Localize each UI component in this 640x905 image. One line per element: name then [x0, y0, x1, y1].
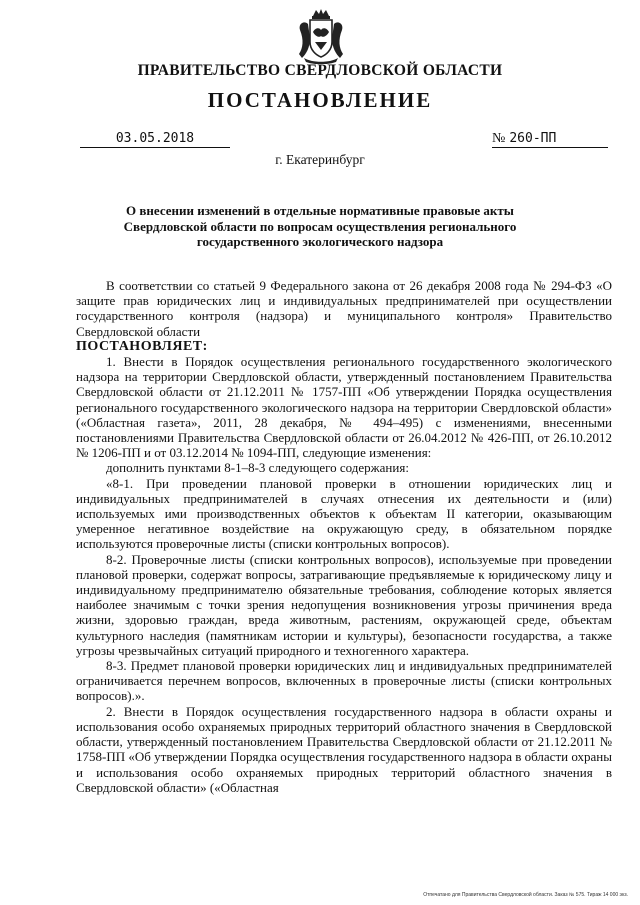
document-number	[492, 131, 608, 148]
number-value: 260-ПП	[509, 131, 557, 146]
paragraph-8-1: «8-1. При проведении плановой проверки в отношении юридических лиц и индивидуальных предпринимателей в случаях отнесения их деятельности и (или) используемых ими производственных объектов к объектам II категории, оказывающим умеренное негативное воздействие на окружающую среду, в обязательном порядке используются проверочные листы (списки контрольных вопросов).	[76, 475, 612, 552]
document-type: ПОСТАНОВЛЕНИЕ	[207, 88, 433, 112]
intro-paragraph: В соответствии со статьей 9 Федерального закона от 26 декабря 2008 года № 294-ФЗ «О защите прав юридических лиц и индивидуальных предпринимателей при осуществлении государственного контроля (надзора) и муниципального контроля» Правительство Свердловской области	[76, 278, 612, 339]
organization-name: ПРАВИТЕЛЬСТВО СВЕРДЛОВСКОЙ ОБЛАСТИ	[137, 62, 503, 79]
document-body	[76, 278, 612, 795]
paragraph-2: 2. Внести в Порядок осуществления государственного надзора в области охраны и использования особо охраняемых природных территорий областного значения в Свердловской области, утвержденный постановлением Правительства Свердловской области от 21.12.2011 № 1758-ПП «Об утверждении Порядка осуществления государственного надзора в области охраны и использования особо охраняемых природных территорий областного значения в Свердловской области» («Областная	[76, 703, 612, 795]
paragraph-1: 1. Внести в Порядок осуществления регионального государственного экологического надзора на территории Свердловской области, утвержденный постановлением Правительства Свердловской области от 21.12.2011 № 1757-ПП «Об утверждении Порядка осуществления регионального государственного экологического надзора на территории Свердловской области» («Областная газета», 2011, 28 декабря, № 494–495) с изменениями, внесенными постановлениями Правительства Свердловской области от 26.04.2012 № 426-ПП, от 26.10.2012 № 1206-ПП и от 03.12.2014 № 1094-ПП, следующие изменения:	[76, 354, 612, 461]
decree-word: ПОСТАНОВЛЯЕТ:	[76, 338, 208, 354]
city: г. Екатеринбург	[275, 152, 365, 167]
document-title: О внесении изменений в отдельные нормативные правовые акты Свердловской области по вопросам осуществления регионального государственного экологического надзора	[123, 203, 517, 249]
paragraph-8-3: 8-3. Предмет плановой проверки юридических лиц и индивидуальных предпринимателей ограничивается перечнем вопросов, включенных в проверочные листы (списки контрольных вопросов).».	[76, 658, 612, 704]
paragraph-1-add: дополнить пунктами 8-1–8-3 следующего содержания:	[106, 460, 409, 476]
document-date: 03.05.2018	[80, 131, 230, 148]
print-footer: Отпечатано для Правительства Свердловской области. Заказ № 575. Тираж 14 000 экз.	[423, 892, 628, 898]
number-sign: №	[492, 131, 506, 146]
paragraph-8-2: 8-2. Проверочные листы (списки контрольных вопросов), используемые при проведении плановой проверки, содержат вопросы, затрагивающие предъявляемые к юридическому лицу и индивидуальному предпринимателю обязательные требования, соблюдение которых является наиболее значимым с точки зрения недопущения возникновения угрозы причинения вреда жизни, здоровью граждан, вреда животным, растениям, окружающей среде, объектам культурного наследия (памятникам истории и культуры), безопасности государства, а также угрозы чрезвычайных ситуаций природного и техногенного характера.	[76, 551, 612, 658]
sverdlovsk-coat-of-arms-icon	[296, 8, 346, 64]
